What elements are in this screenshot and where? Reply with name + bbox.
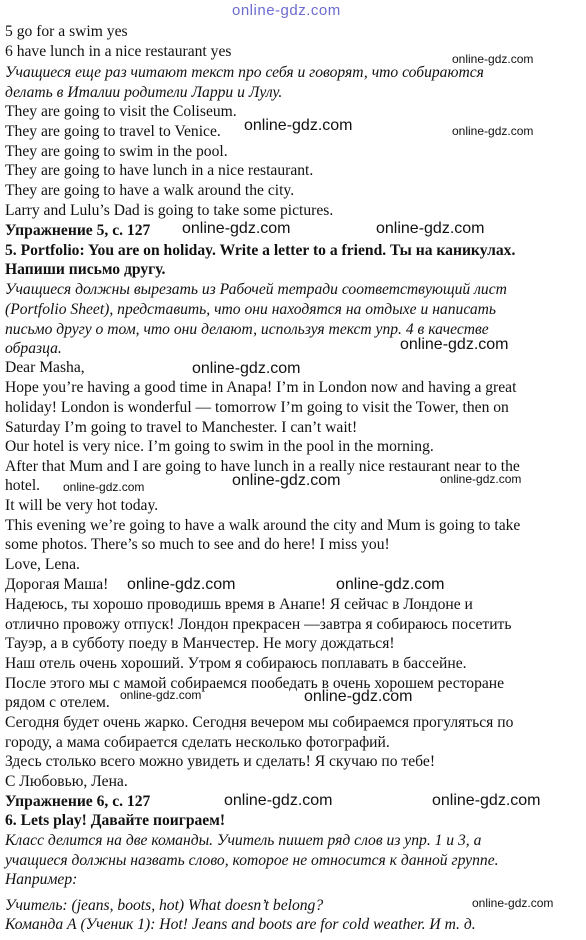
translation-line: Тауэр, а в субботу поеду в Манчестер. Не могу дождаться! bbox=[5, 635, 395, 652]
watermark-top: online-gdz.com bbox=[232, 2, 341, 19]
translation-line: Сегодня будет очень жарко. Сегодня вечером мы собираемся прогуляться по bbox=[5, 714, 514, 731]
watermark: online-gdz.com bbox=[400, 336, 509, 353]
letter-line: It will be very hot today. bbox=[5, 497, 159, 514]
task-title: Напиши письмо другу. bbox=[5, 261, 166, 278]
translation-line: рядом с отелем. bbox=[5, 694, 110, 711]
watermark: online-gdz.com bbox=[232, 472, 341, 489]
text-line: 6 have lunch in a nice restaurant yes bbox=[5, 43, 232, 60]
watermark: online-gdz.com bbox=[440, 472, 522, 486]
exercise-heading: Упражнение 6, с. 127 bbox=[5, 793, 151, 810]
letter-line: some photos. There’s so much to see and do here! I miss you! bbox=[5, 536, 390, 553]
text-line: They are going to travel to Venice. bbox=[5, 123, 221, 140]
text-line: They are going to swim in the pool. bbox=[5, 143, 228, 160]
text-line: Larry and Lulu’s Dad is going to take some pictures. bbox=[5, 202, 334, 219]
translation-line: Здесь столько всего можно увидеть и сделать! Я скучаю по тебе! bbox=[5, 753, 436, 770]
letter-line: After that Mum and I are going to have lunch in a really nice restaurant near to the bbox=[5, 458, 520, 475]
text-line: They are going to have a walk around the city. bbox=[5, 182, 295, 199]
watermark: online-gdz.com bbox=[452, 52, 534, 66]
watermark: online-gdz.com bbox=[472, 896, 554, 910]
letter-line: Hope you’re having a good time in Anapa! I’m in London now and having a great bbox=[5, 379, 517, 396]
dialogue-line: Команда А (Ученик 1): Hot! Jeans and boots are for cold weather. И т. д. bbox=[5, 916, 476, 933]
instruction-line: Класс делится на две команды. Учитель пишет ряд слов из упр. 1 и 3, а bbox=[5, 832, 482, 849]
watermark: online-gdz.com bbox=[63, 480, 145, 494]
watermark: online-gdz.com bbox=[182, 220, 291, 237]
watermark: online-gdz.com bbox=[336, 576, 445, 593]
instruction-line: делать в Италии родители Ларри и Лулу. bbox=[5, 84, 283, 101]
watermark: online-gdz.com bbox=[192, 360, 301, 377]
letter-line: Our hotel is very nice. I’m going to swim in the pool in the morning. bbox=[5, 438, 434, 455]
exercise-heading: Упражнение 5, с. 127 bbox=[5, 222, 151, 239]
watermark: online-gdz.com bbox=[120, 688, 202, 702]
watermark: online-gdz.com bbox=[127, 576, 236, 593]
instruction-line: Например: bbox=[5, 871, 78, 888]
letter-line: This evening we’re going to have a walk around the city and Mum is going to take bbox=[5, 517, 521, 534]
watermark: online-gdz.com bbox=[432, 792, 541, 809]
instruction-line: письмо другу о том, что они делают, используя текст упр. 4 в качестве bbox=[5, 321, 489, 338]
watermark: online-gdz.com bbox=[304, 688, 413, 705]
watermark: online-gdz.com bbox=[452, 124, 534, 138]
letter-line: Saturday I’m going to travel to Manchester. I can’t wait! bbox=[5, 419, 358, 436]
text-line: They are going to have lunch in a nice restaurant. bbox=[5, 162, 314, 179]
text-line: 5 go for a swim yes bbox=[5, 23, 128, 40]
instruction-line: (Portfolio Sheet), представить, что они находятся на отдыхе и написать bbox=[5, 301, 496, 318]
instruction-line: образца. bbox=[5, 340, 62, 357]
instruction-line: Учащиеся еще раз читают текст про себя и говорят, что собираются bbox=[5, 64, 484, 81]
task-title: 6. Lets play! Давайте поиграем! bbox=[5, 812, 226, 829]
translation-line: После этого мы с мамой собираемся пообедать в очень хорошем ресторане bbox=[5, 675, 505, 692]
letter-line: holiday! London is wonderful — tomorrow I’m going to visit the Tower, then on bbox=[5, 399, 509, 416]
letter-line: hotel. bbox=[5, 477, 41, 494]
letter-line: Dear Masha, bbox=[5, 359, 85, 376]
translation-line: Надеюсь, ты хорошо проводишь время в Анапе! Я сейчас в Лондоне и bbox=[5, 596, 473, 613]
instruction-line: учащиеся должны назвать слово, которое не относится к данной группе. bbox=[5, 852, 499, 869]
watermark: online-gdz.com bbox=[224, 792, 333, 809]
translation-line: Наш отель очень хороший. Утром я собираюсь поплавать в бассейне. bbox=[5, 655, 467, 672]
dialogue-line: Учитель: (jeans, boots, hot) What doesn’t belong? bbox=[5, 897, 324, 914]
translation-line: городу, а мама собирается сделать несколько фотографий. bbox=[5, 734, 390, 751]
letter-line: Love, Lena. bbox=[5, 556, 80, 573]
translation-line: С Любовью, Лена. bbox=[5, 773, 128, 790]
translation-line: отлично провожу отпуск! Лондон прекрасен —завтра я собираюсь посетить bbox=[5, 616, 512, 633]
watermark: online-gdz.com bbox=[244, 117, 353, 134]
watermark: online-gdz.com bbox=[376, 220, 485, 237]
translation-line: Дорогая Маша! bbox=[5, 576, 109, 593]
instruction-line: Учащиеся должны вырезать из Рабочей тетради соответствующий лист bbox=[5, 281, 507, 298]
text-line: They are going to visit the Coliseum. bbox=[5, 103, 237, 120]
task-title: 5. Portfolio: You are on holiday. Write a letter to a friend. Ты на каникулах. bbox=[5, 242, 516, 259]
